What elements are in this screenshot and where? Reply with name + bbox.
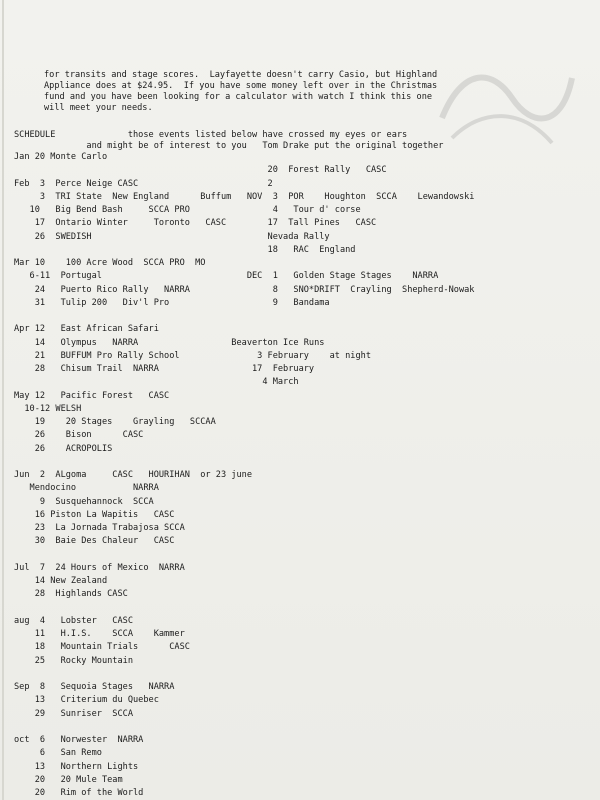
- schedule-line: 4 March: [14, 377, 299, 388]
- schedule-line: 14 Olympus NARRA Beaverton Ice Runs: [14, 337, 325, 348]
- schedule-line: 14 New Zealand: [14, 576, 108, 586]
- intro-line: Appliance does at $24.95. If you have some money left over in the Christmas: [44, 81, 438, 91]
- schedule-line: 19 20 Stages Grayling SCCAA: [14, 417, 216, 427]
- schedule-line: 13 Criterium du Quebec: [14, 695, 159, 706]
- schedule-line: 21 BUFFUM Pro Rally School 3 February at night: [14, 350, 371, 361]
- schedule-line: Mendocino NARRA: [14, 483, 159, 494]
- schedule-line: aug 4 Lobster CASC: [14, 615, 133, 626]
- schedule-line: 3 TRI State New England Buffum NOV 3 POR Houghton SCCA Lewandowski: [14, 191, 475, 202]
- schedule-line: 31 Tulip 200 Div'l Pro 9 Bandama: [14, 297, 330, 308]
- schedule-line: Jun 2 ALgoma CASC HOURIHAN or 23 june: [14, 470, 252, 480]
- schedule-line: 6-11 Portugal DEC 1 Golden Stage Stages NARRA: [14, 271, 439, 282]
- schedule-line: 9 Susquehannock SCCA: [14, 496, 154, 507]
- schedule-line: 26 ACROPOLIS: [14, 443, 113, 454]
- schedule-line: 20 20 Mule Team: [14, 774, 123, 785]
- schedule-line: 28 Highlands CASC: [14, 589, 128, 600]
- schedule-line: 26 Bison CASC: [14, 430, 144, 441]
- schedule-line: Jan 20 Monte Carlo: [14, 152, 108, 162]
- schedule-line: 29 Sunriser SCCA: [14, 708, 133, 719]
- intro-line: for transits and stage scores. Layfayette doesn't carry Casio, but Highland: [44, 70, 438, 80]
- schedule-line: 10-12 WELSH: [14, 403, 82, 414]
- schedule-line: Sep 8 Sequoia Stages NARRA: [14, 682, 175, 692]
- schedule-line: Apr 12 East African Safari: [14, 324, 159, 335]
- schedule-line: 6 San Remo: [14, 748, 102, 759]
- schedule-line: 20 Forest Rally CASC: [14, 165, 387, 176]
- schedule-line: 18 Mountain Trials CASC: [14, 642, 190, 653]
- schedule-header-line: SCHEDULE those events listed below have crossed my eyes or ears: [14, 130, 408, 140]
- schedule-line: 24 Puerto Rico Rally NARRA 8 SNO*DRIFT Crayling Shepherd-Nowak: [14, 284, 475, 295]
- schedule-line: 28 Chisum Trail NARRA 17 February: [14, 364, 315, 374]
- intro-line: will meet your needs.: [44, 103, 153, 113]
- schedule-line: 16 Piston La Wapitis CASC: [14, 509, 175, 520]
- intro-line: fund and you have been looking for a calculator with watch I think this one: [44, 92, 433, 102]
- schedule-line: 30 Baie Des Chaleur CASC: [14, 536, 175, 547]
- schedule-line: 13 Northern Lights: [14, 761, 139, 772]
- schedule-line: 25 Rocky Mountain: [14, 655, 133, 666]
- schedule-line: Feb 3 Perce Neige CASC 2: [14, 178, 273, 189]
- schedule-line: May 12 Pacific Forest CASC: [14, 390, 170, 401]
- schedule-line: Jul 7 24 Hours of Mexico NARRA: [14, 562, 185, 573]
- schedule-line: Mar 10 100 Acre Wood SCCA PRO MO: [14, 258, 206, 268]
- schedule-line: 10 Big Bend Bash SCCA PRO 4 Tour d' corse: [14, 205, 361, 215]
- schedule-line: 11 H.I.S. SCCA Kammer: [14, 629, 185, 639]
- schedule-line: 18 RAC England: [14, 244, 356, 255]
- schedule-header-line: and might be of interest to you Tom Drake put the original together: [14, 141, 444, 151]
- schedule-line: 26 SWEDISH Nevada Rally: [14, 231, 330, 242]
- schedule-line: 20 Rim of the World: [14, 788, 144, 798]
- schedule-line: 23 La Jornada Trabajosa SCCA: [14, 523, 185, 533]
- schedule-line: oct 6 Norwester NARRA: [14, 735, 144, 745]
- schedule-line: 17 Ontario Winter Toronto CASC 17 Tall Pines CASC: [14, 218, 377, 229]
